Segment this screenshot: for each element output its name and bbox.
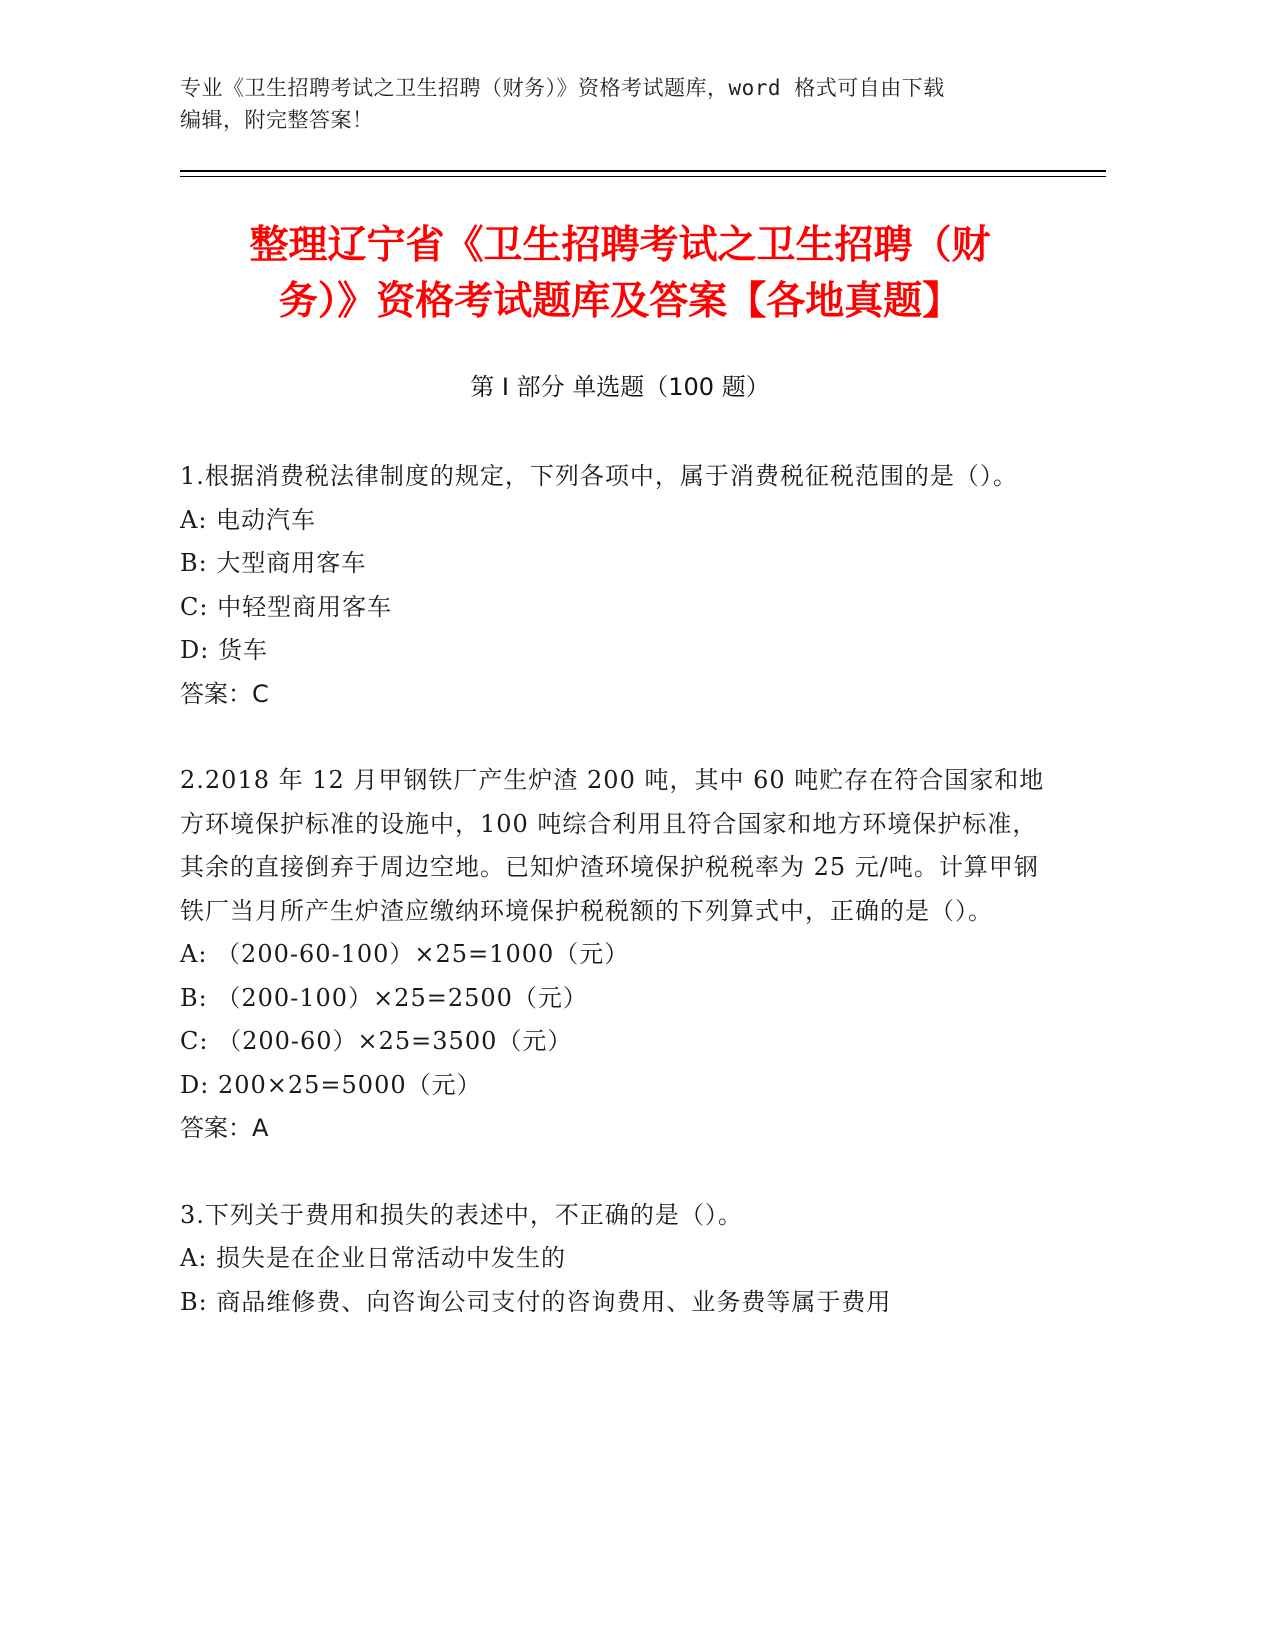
answer-label: 答案：C (180, 679, 269, 708)
header-note (180, 72, 1060, 136)
option-a: A: 损失是在企业日常活动中发生的 (180, 1244, 567, 1272)
option-a: A: （200-60-100）×25=1000（元） (180, 940, 630, 968)
question-stem: 2.2018 年 12 月甲钢铁厂产生炉渣 200 吨，其中 60 吨贮存在符合国家和地方环境保护标准的设施中，100 吨综合利用且符合国家和地方环境保护标准，其余的直接倒弃于周边空地。已知炉渣环境保护税税率为 25 元/吨。计算甲钢铁厂当月所产生炉渣应缴纳环境保护税税额的下列算式中，正确的是（）。 (180, 766, 1045, 925)
document-title-line-1: 整理辽宁省《卫生招聘考试之卫生招聘（财 (249, 223, 991, 268)
question-list (180, 455, 1060, 1367)
answer-label: 答案：A (180, 1114, 269, 1142)
question-1 (180, 455, 1060, 716)
option-b: B: （200-100）×25=2500（元） (180, 983, 588, 1012)
header-divider-thick (180, 170, 1106, 172)
question-2 (180, 759, 1060, 1151)
option-b: B: 商品维修费、向咨询公司支付的咨询费用、业务费等属于费用 (180, 1287, 892, 1316)
option-c: C: （200-60）×25=3500（元） (180, 1027, 573, 1055)
document-title-line-2: 务）》资格考试题库及答案【各地真题】 (278, 279, 962, 324)
header-note-line-2: 编辑，附完整答案！ (180, 108, 374, 132)
option-d: D: 200×25=5000（元） (180, 1070, 482, 1099)
question-stem: 1.根据消费税法律制度的规定，下列各项中，属于消费税征税范围的是（）。 (180, 462, 1018, 490)
question-stem: 3.下列关于费用和损失的表述中，不正确的是（）。 (180, 1200, 743, 1229)
option-c: C: 中轻型商用客车 (180, 592, 393, 621)
option-a: A: 电动汽车 (180, 505, 317, 534)
header-divider-thin (180, 176, 1106, 177)
option-b: B: 大型商用客车 (180, 549, 367, 577)
document-title (180, 218, 1060, 330)
header-note-line-1: 专业《卫生招聘考试之卫生招聘（财务）》资格考试题库，word 格式可自由下载 (180, 76, 945, 100)
option-d: D: 货车 (180, 636, 268, 664)
question-3 (180, 1194, 1060, 1325)
section-heading: 第 I 部分 单选题（100 题） (470, 373, 770, 401)
